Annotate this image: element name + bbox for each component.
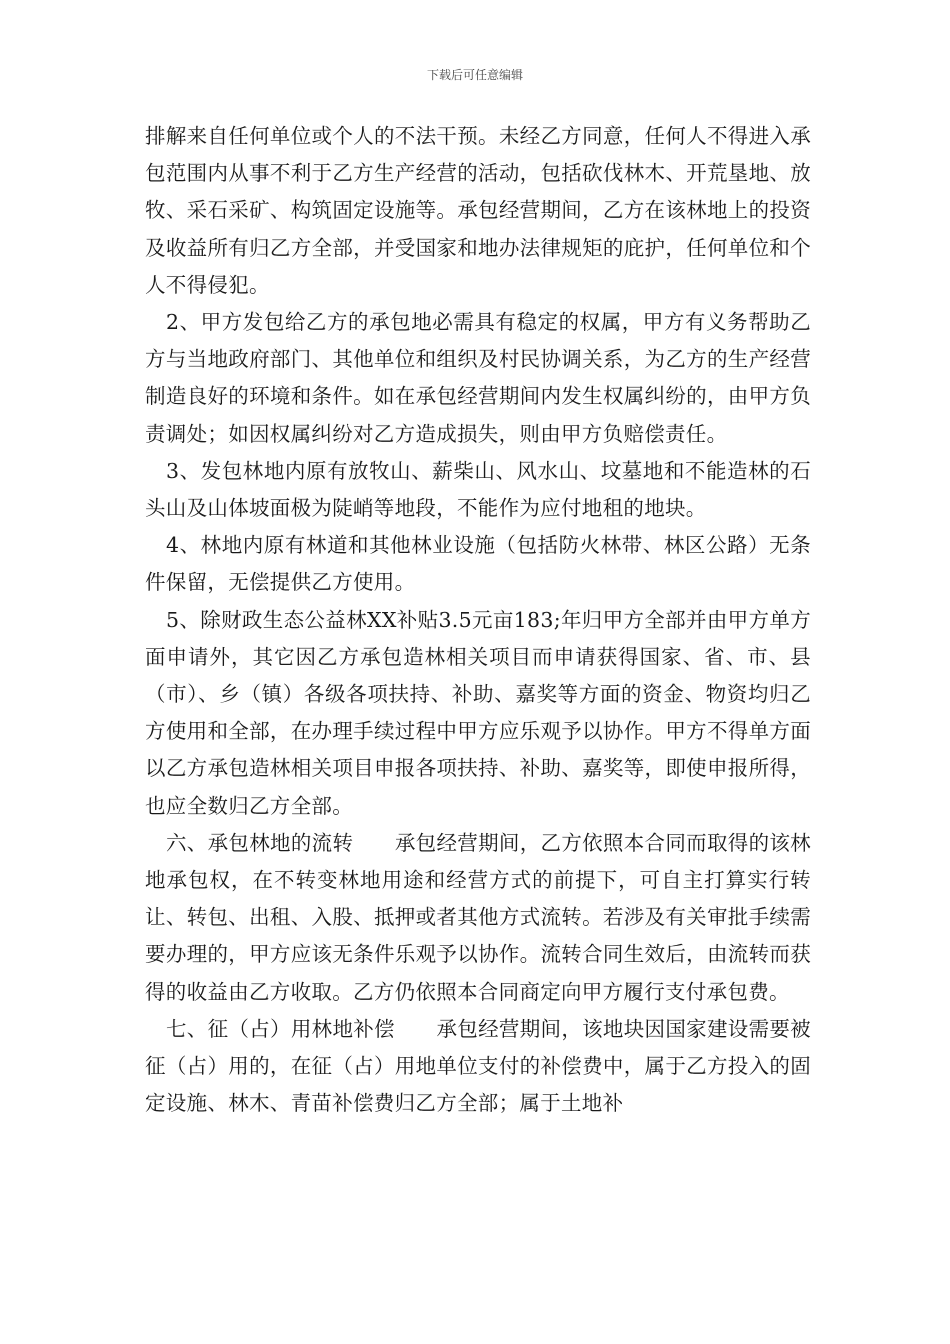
document-body bbox=[145, 118, 811, 1122]
paragraph-4: 4、林地内原有林道和其他林业设施（包括防火林带、林区公路）无条件保留，无偿提供乙方使用。 bbox=[145, 533, 811, 595]
paragraph-1: 排解来自任何单位或个人的不法干预。未经乙方同意，任何人不得进入承包范围内从事不利于乙方生产经营的活动，包括砍伐林木、开荒垦地、放牧、采石采矿、构筑固定设施等。承包经营期间，乙方在该林地上的投资及收益所有归乙方全部，并受国家和地办法律规矩的庇护，任何单位和个人不得侵犯。 bbox=[145, 124, 811, 297]
paragraph-7: 七、征（占）用林地补偿 承包经营期间，该地块因国家建设需要被征（占）用的，在征（占）用地单位支付的补偿费中，属于乙方投入的固定设施、林木、青苗补偿费归乙方全部；属于土地补 bbox=[145, 1016, 811, 1116]
paragraph-6: 六、承包林地的流转 承包经营期间，乙方依照本合同而取得的该林地承包权，在不转变林地用途和经营方式的前提下，可自主打算实行转让、转包、出租、入股、抵押或者其他方式流转。若涉及有关审批手续需要办理的，甲方应该无条件乐观予以协作。流转合同生效后，由流转而获得的收益由乙方收取。乙方仍依照本合同商定向甲方履行支付承包费。 bbox=[145, 830, 811, 1004]
paragraph-2: 2、甲方发包给乙方的承包地必需具有稳定的权属，甲方有义务帮助乙方与当地政府部门、其他单位和组织及村民协调关系，为乙方的生产经营制造良好的环境和条件。如在承包经营期间内发生权属纠纷的，由甲方负责调处；如因权属纠纷对乙方造成损失，则由甲方负赔偿责任。 bbox=[145, 310, 811, 446]
paragraph-5: 5、除财政生态公益林XX补贴3.5元亩183;年归甲方全部并由甲方单方面申请外，其它因乙方承包造林相关项目而申请获得国家、省、市、县（市）、乡（镇）各级各项扶持、补助、嘉奖等方面的资金、物资均归乙方使用和全部，在办理手续过程中甲方应乐观予以协作。甲方不得单方面以乙方承包造林相关项目申报各项扶持、补助、嘉奖等，即使申报所得，也应全数归乙方全部。 bbox=[145, 607, 811, 818]
paragraph-3: 3、发包林地内原有放牧山、薪柴山、风水山、坟墓地和不能造林的石头山及山体坡面极为陡峭等地段，不能作为应付地租的地块。 bbox=[145, 458, 811, 521]
page-header: 下载后可任意编辑 bbox=[426, 68, 523, 82]
